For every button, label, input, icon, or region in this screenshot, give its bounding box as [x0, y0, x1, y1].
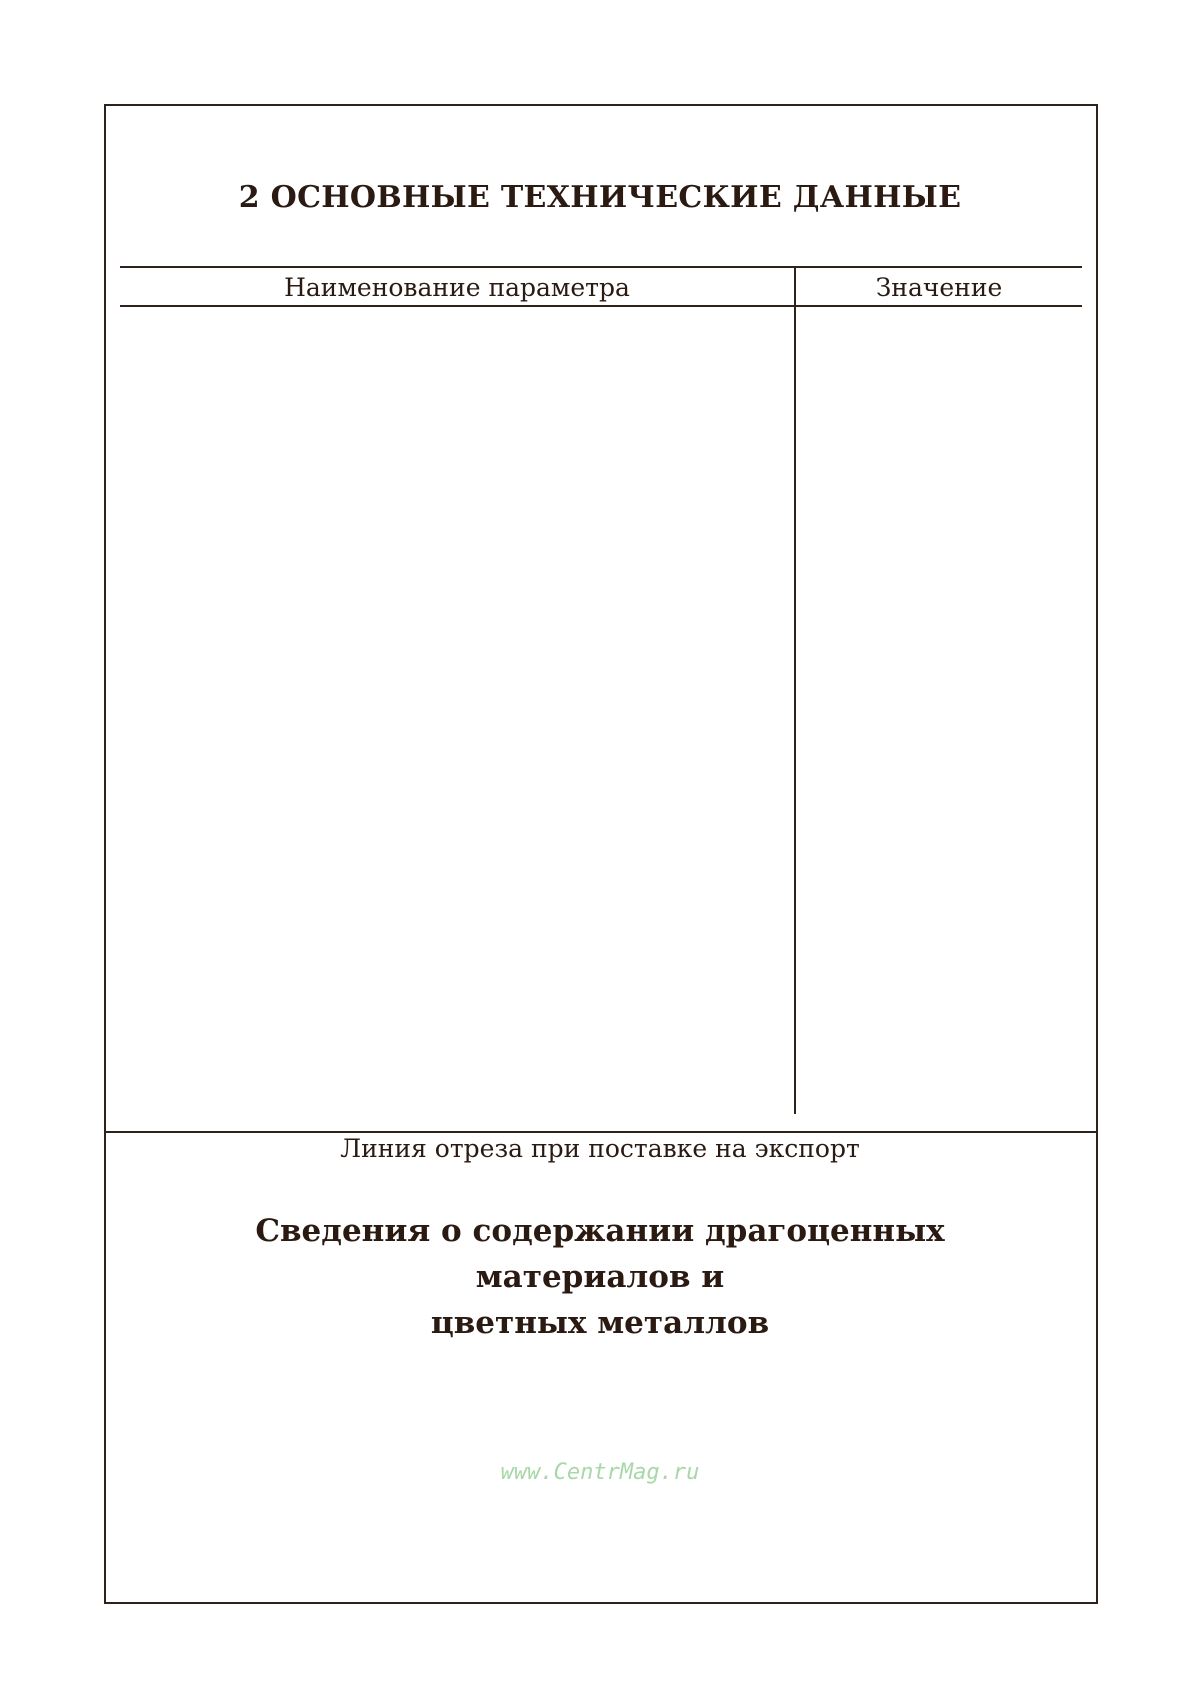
column-header-parameter: Наименование параметра [284, 273, 630, 302]
section-title: 2 ОСНОВНЫЕ ТЕХНИЧЕСКИЕ ДАННЫЕ [238, 180, 962, 215]
table-column-divider [794, 266, 796, 1114]
watermark: www.CentrMag.ru [500, 1460, 700, 1485]
table-top-rule [120, 266, 1082, 268]
table-header-rule [120, 305, 1082, 307]
cut-line [104, 1131, 1098, 1133]
column-header-value: Значение [875, 273, 1003, 302]
precious-materials-title [150, 1208, 1050, 1346]
precious-materials-title-line1: Сведения о содержании драгоценных материалов и [255, 1213, 945, 1295]
precious-materials-title-line2: цветных металлов [430, 1305, 770, 1341]
page-frame [104, 104, 1098, 1604]
cut-line-label: Линия отреза при поставке на экспорт [340, 1134, 860, 1163]
